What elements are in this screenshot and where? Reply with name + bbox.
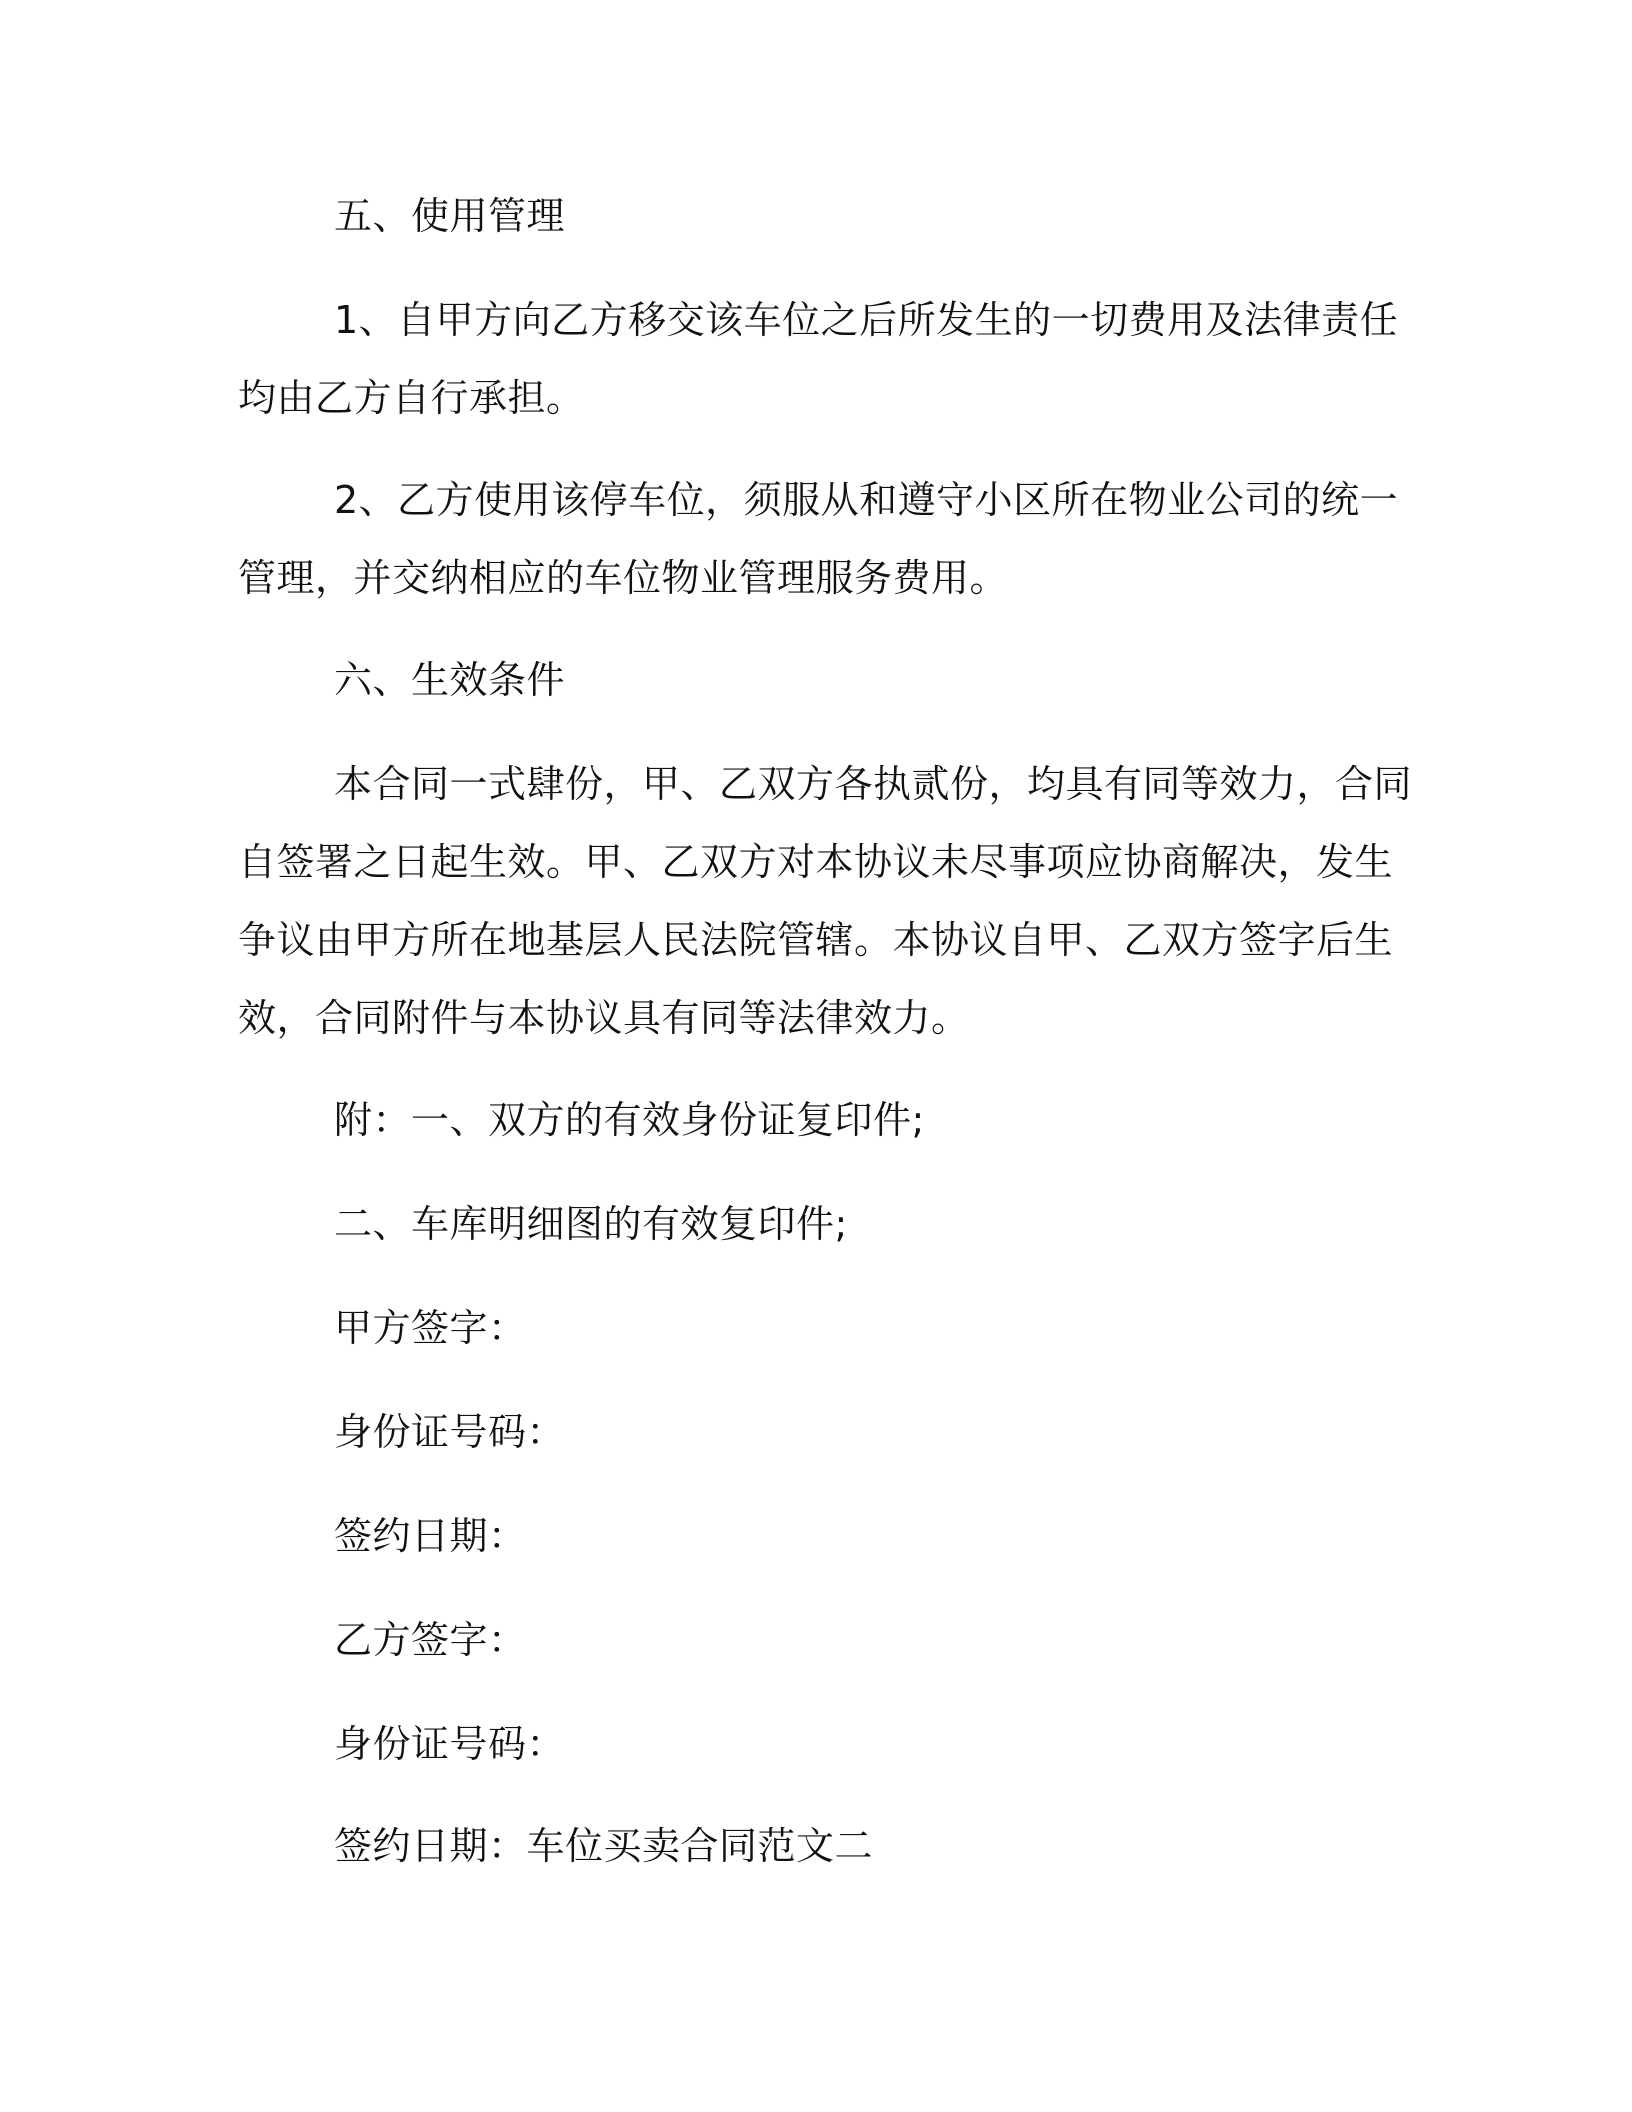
party-b-signature-label: 乙方签字： (334, 1618, 527, 1662)
section-5-item-1-line-1: 1、自甲方向乙方移交该车位之后所发生的一切费用及法律责任 (334, 298, 1399, 342)
section-6-para-line-1: 本合同一式肆份，甲、乙双方各执贰份，均具有同等效力，合同 (334, 762, 1413, 806)
party-a-date-label: 签约日期： (334, 1514, 527, 1558)
party-a-id-label: 身份证号码： (334, 1410, 566, 1454)
section-6-para-line-2: 自签署之日起生效。甲、乙双方对本协议未尽事项应协商解决，发生 (238, 840, 1394, 884)
section-5-heading: 五、使用管理 (334, 194, 566, 238)
section-5-item-2-line-1: 2、乙方使用该停车位，须服从和遵守小区所在物业公司的统一 (334, 478, 1399, 522)
section-5-item-1-line-2: 均由乙方自行承担。 (238, 376, 585, 420)
attachment-item-1: 附：一、双方的有效身份证复印件; (334, 1098, 925, 1142)
attachment-item-2: 二、车库明细图的有效复印件; (334, 1202, 848, 1246)
section-5-item-2-line-2: 管理，并交纳相应的车位物业管理服务费用。 (238, 556, 1009, 600)
section-6-para-line-3: 争议由甲方所在地基层人民法院管辖。本协议自甲、乙双方签字后生 (238, 918, 1394, 962)
party-b-id-label: 身份证号码： (334, 1722, 566, 1766)
section-6-para-line-4: 效，合同附件与本协议具有同等法律效力。 (238, 996, 970, 1040)
section-6-heading: 六、生效条件 (334, 658, 566, 702)
party-a-signature-label: 甲方签字： (334, 1306, 527, 1350)
party-b-date-label: 签约日期：车位买卖合同范文二 (334, 1824, 874, 1868)
